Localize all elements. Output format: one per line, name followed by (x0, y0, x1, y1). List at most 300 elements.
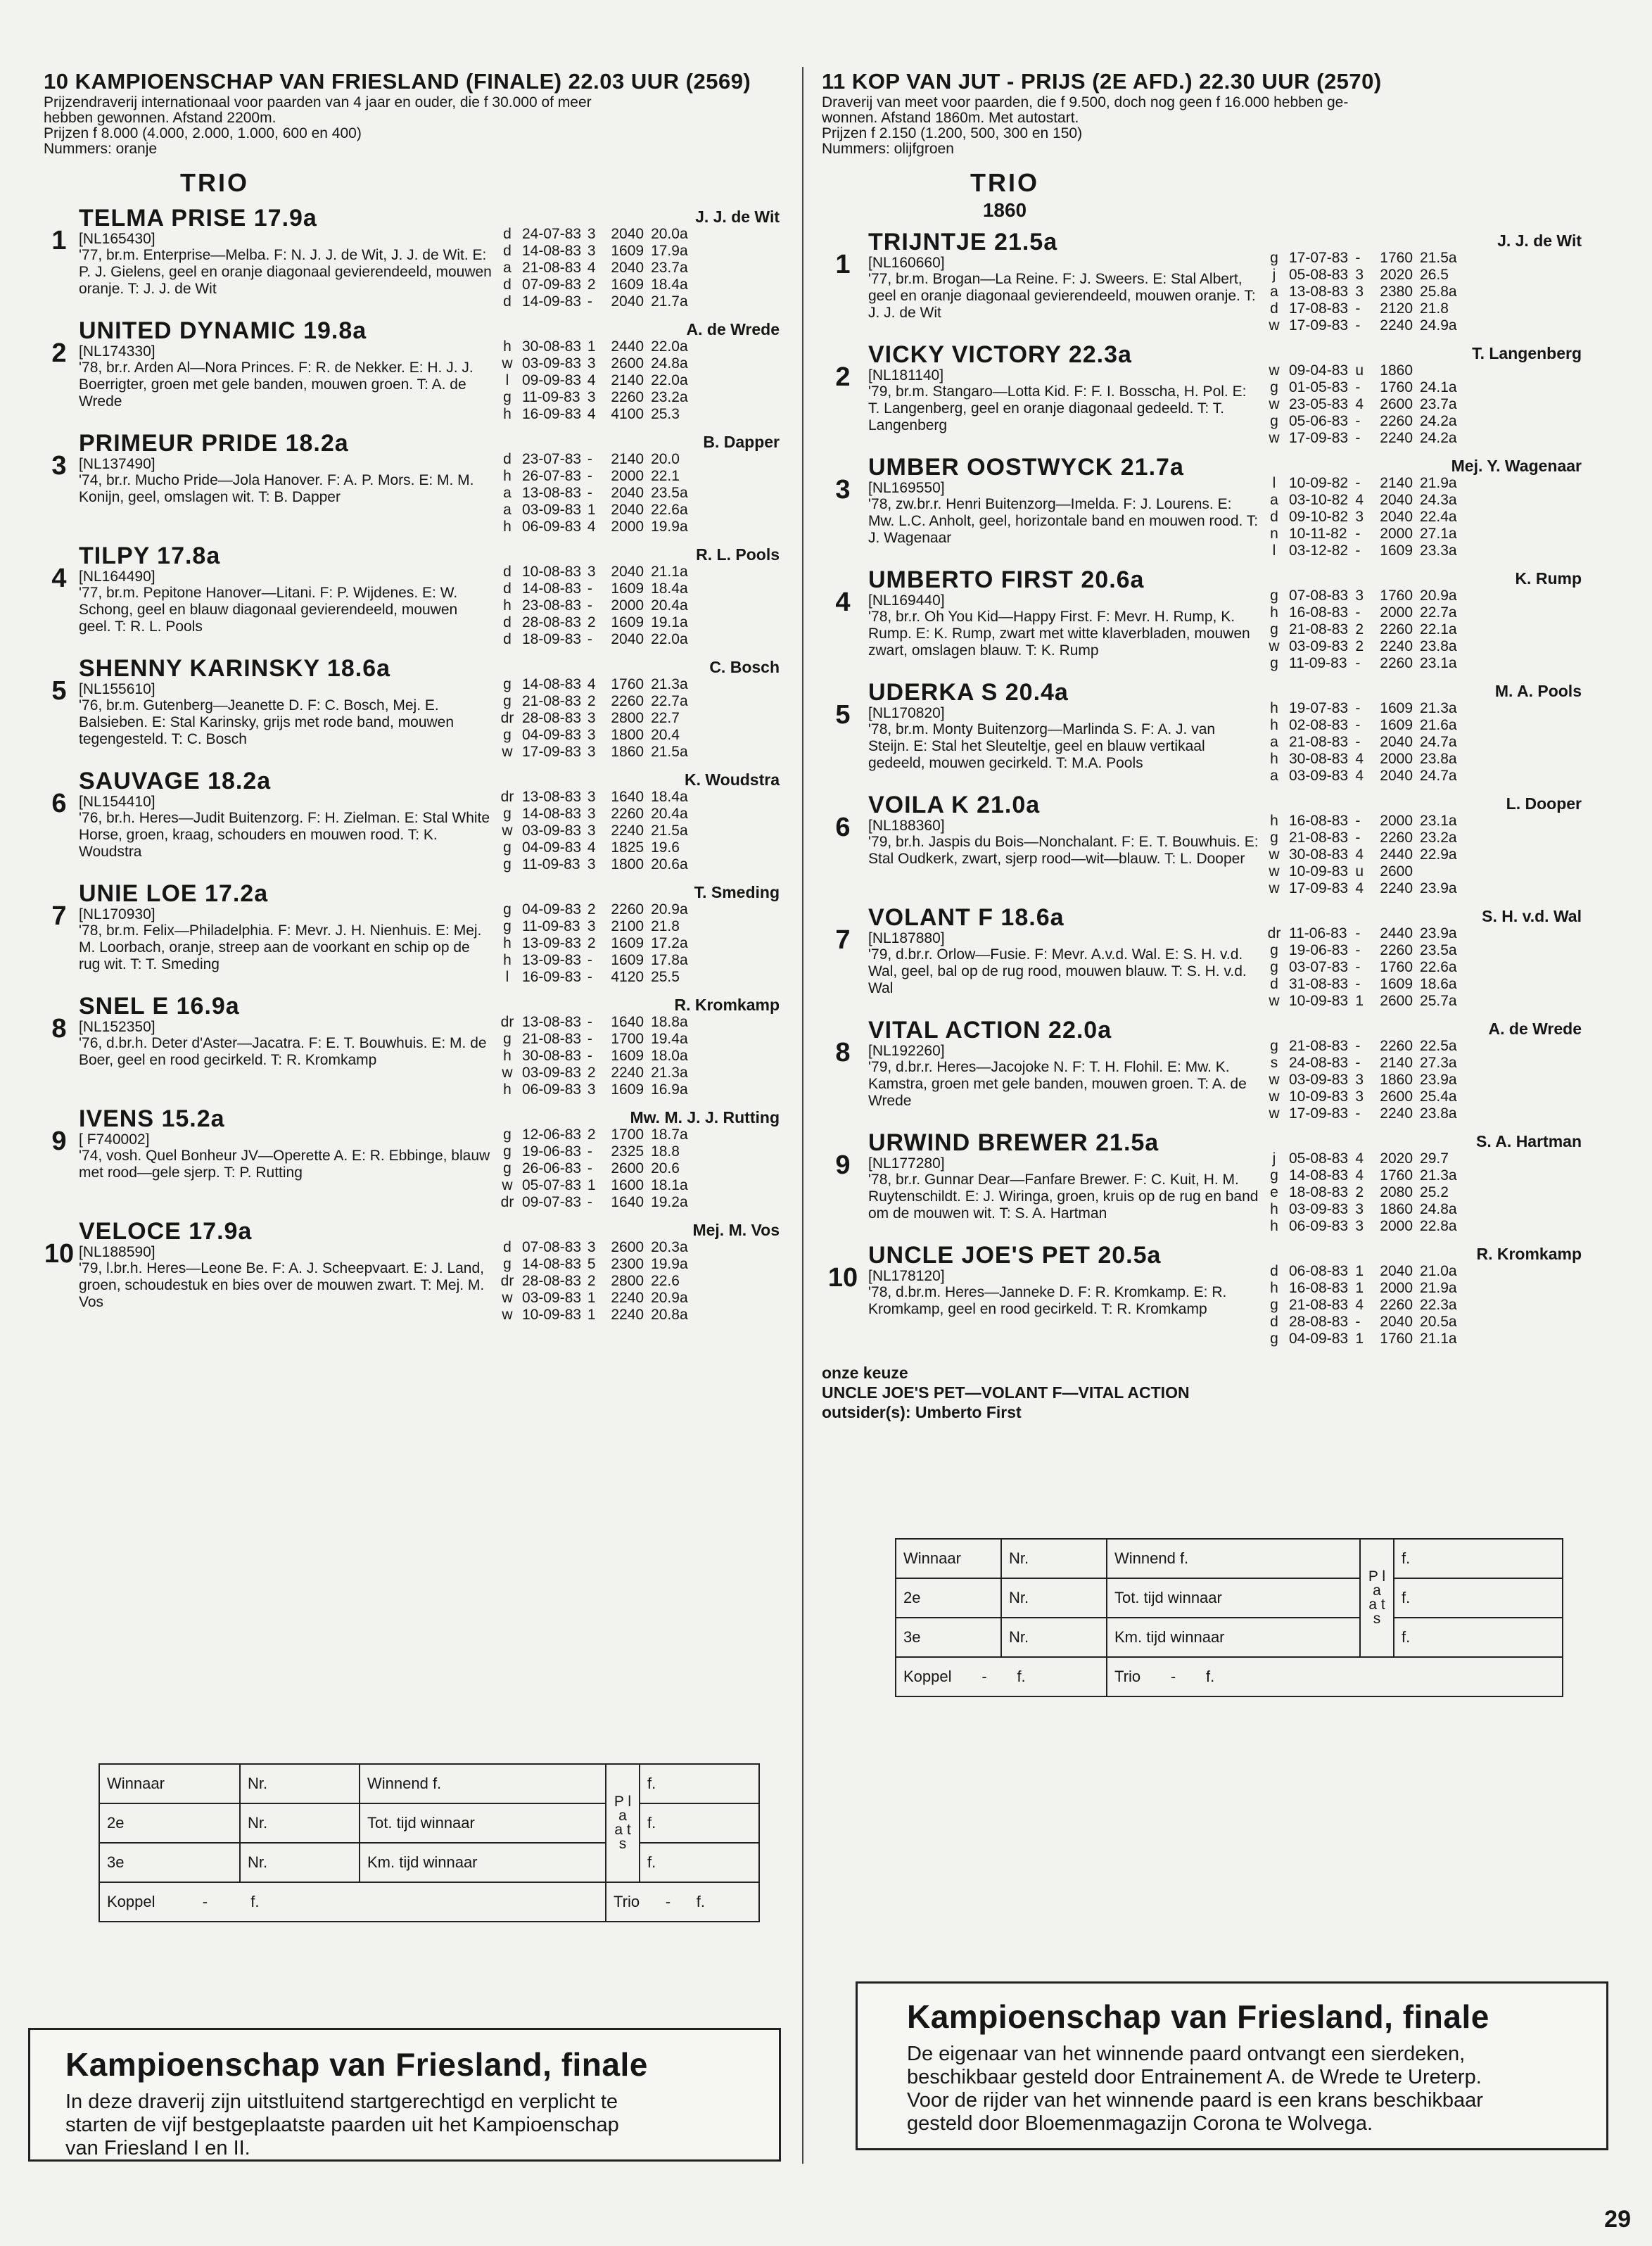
race-record-row (522, 293, 695, 310)
track-code: g (503, 901, 512, 918)
track-code: g (1270, 655, 1278, 671)
race-time: 19.9a (651, 519, 688, 535)
horse-description: '74, br.r. Mucho Pride—Jola Hanover. F: A. P. Mors. E: M. M. Konijn, geel, omslagen wit. T: B. Dapper (79, 472, 474, 505)
horse-registration: [NL169550] (868, 480, 945, 496)
horse-number: 4 (835, 588, 851, 617)
horse-number: 6 (835, 813, 851, 842)
race-place: - (587, 293, 592, 310)
race-date: 03-09-83 (522, 823, 582, 839)
race-time: 24.8a (651, 355, 688, 372)
race-date: 13-08-83 (522, 789, 582, 805)
track-code: a (1270, 734, 1278, 750)
race-time: 22.7 (651, 710, 680, 726)
race-time: 18.4a (651, 789, 688, 805)
track-code: g (1270, 1297, 1278, 1313)
race-record-row (1289, 492, 1465, 509)
track-codes (1264, 1129, 1285, 1235)
race-place: 2 (587, 901, 596, 918)
race-record-row (1289, 1105, 1465, 1122)
race-record (522, 205, 695, 310)
race-distance: 2040 (611, 502, 644, 518)
race-date: 28-08-83 (1289, 1314, 1349, 1330)
race-distance: 2380 (1380, 284, 1413, 300)
horse-number: 3 (835, 475, 851, 505)
race-title: 10 KAMPIOENSCHAP VAN FRIESLAND (FINALE) 22.03 UUR (2569) (44, 69, 751, 94)
track-code: g (1270, 830, 1278, 846)
horse-name: URWIND BREWER 21.5a (868, 1129, 1159, 1156)
horse-registration: [NL187880] (868, 930, 945, 946)
race-date: 26-06-83 (522, 1160, 582, 1176)
horse-description: '77, br.m. Enterprise—Melba. F: N. J. J. de Wit, J. J. de Wit. E: P. J. Gielens, geel en oranje diagonaal gevierendeeld, mouwen oranje. T: J. J. de Wit (79, 247, 492, 297)
race-distance: 2000 (1380, 526, 1413, 542)
horse-trainer: R. Kromkamp (1476, 1245, 1582, 1263)
horse-entry (44, 880, 780, 986)
track-code: l (1272, 543, 1276, 559)
horse-entry (44, 1105, 780, 1211)
race-time: 23.8a (1420, 1105, 1457, 1122)
race-distance: 2140 (611, 451, 644, 467)
race-record-row (522, 952, 695, 969)
race-distance: 2240 (611, 1065, 644, 1081)
race-date: 16-09-83 (522, 969, 582, 985)
race-date: 04-09-83 (522, 727, 582, 743)
race-time: 20.9a (1420, 588, 1457, 604)
horse-description: '79, d.br.r. Heres—Jacojoke N. F: T. H. Flohil. E: Mw. K. Kamstra, groen met gele banden, mouwen groen. T: A. de Wrede (868, 1059, 1247, 1109)
track-code: g (503, 1127, 512, 1143)
horse-entry (822, 792, 1582, 897)
horse-trainer: M. A. Pools (1494, 682, 1582, 700)
horse-description: '78, d.br.m. Heres—Janneke D. F: R. Kromkamp. E: R. Kromkamp, geel en rood gecirkeld. T: R. Kromkamp (868, 1284, 1227, 1317)
race-time: 22.0a (651, 338, 688, 355)
horse-name: UMBERTO FIRST 20.6a (868, 566, 1145, 593)
race-date: 03-09-83 (522, 1065, 582, 1081)
horse-entry (822, 454, 1582, 559)
race-date: 21-08-83 (522, 693, 582, 709)
horse-trainer: Mej. M. Vos (692, 1221, 780, 1239)
track-code: h (503, 338, 512, 355)
race-date: 14-08-83 (522, 806, 582, 822)
race-distance: 2040 (1380, 1263, 1413, 1279)
track-code: h (503, 519, 512, 535)
result-table-race-11: Winnaar Nr. Winnend f. P l a a t s f. 2e Nr. Tot. tijd winnaar f. 3e Nr. Km. tijd winnaar f. Koppel - f. Trio - f. (895, 1538, 1563, 1697)
race-distance: 2260 (1380, 830, 1413, 846)
race-place: 3 (587, 389, 596, 405)
race-distance: 2000 (1380, 751, 1413, 767)
race-time: 22.6a (1420, 959, 1457, 975)
race-distance: 1760 (1380, 959, 1413, 975)
track-code: d (1270, 509, 1278, 525)
race-record-row (1289, 751, 1465, 768)
race-distance: 1609 (611, 580, 644, 597)
race-time: 21.7a (651, 293, 688, 310)
race-date: 09-10-82 (1289, 509, 1349, 525)
race-date: 05-06-83 (1289, 413, 1349, 429)
race-time: 22.1 (651, 468, 680, 484)
race-place: 3 (1355, 1089, 1364, 1105)
race-record-row (1289, 1150, 1465, 1167)
race-record-row (1289, 1072, 1465, 1089)
race-date: 10-09-83 (1289, 1089, 1349, 1105)
race-place: 2 (587, 614, 596, 630)
race-time: 25.7a (1420, 993, 1457, 1009)
race-time: 23.2a (1420, 830, 1457, 846)
horse-registration: [NL174330] (79, 343, 155, 360)
track-code: j (1272, 1150, 1276, 1167)
horse-description: '77, br.m. Brogan—La Reine. F: J. Sweers. E: Stal Albert, geel en oranje diagonaal gevierendeeld, mouwen oranje. T: J. J. de Wit (868, 271, 1256, 321)
race-record (1289, 792, 1465, 897)
track-code: d (503, 1239, 512, 1255)
race-date: 17-09-83 (1289, 880, 1349, 896)
horse-trainer: J. J. de Wit (1497, 231, 1582, 250)
race-date: 07-09-83 (522, 277, 582, 293)
race-date: 11-09-83 (522, 856, 580, 873)
race-time: 18.6a (1420, 976, 1457, 992)
race-record-row (1289, 379, 1465, 396)
race-date: 21-08-83 (1289, 1297, 1349, 1313)
race-place: 2 (1355, 621, 1364, 637)
race-time: 21.3a (651, 1065, 688, 1081)
track-code: g (1270, 942, 1278, 958)
race-record-row (1289, 813, 1465, 830)
horse-info (79, 543, 493, 648)
race-place: 3 (587, 789, 596, 805)
race-place: 3 (587, 1081, 596, 1098)
horse-entry (44, 993, 780, 1098)
race-date: 07-08-83 (522, 1239, 582, 1255)
race-place: 4 (1355, 846, 1364, 863)
track-code: d (503, 614, 512, 630)
race-distance: 1609 (611, 243, 644, 259)
race-record-row (1289, 942, 1465, 959)
horse-trainer: L. Dooper (1506, 794, 1582, 813)
race-place: 2 (587, 277, 596, 293)
track-code: e (1270, 1184, 1278, 1200)
race-time: 25.5 (651, 969, 680, 985)
race-time: 20.4a (651, 597, 688, 614)
race-place: 4 (587, 839, 596, 856)
track-code: h (503, 597, 512, 614)
race-time: 21.5a (651, 744, 688, 760)
track-code: dr (500, 1273, 514, 1289)
race-date: 17-08-83 (1289, 300, 1349, 317)
race-place: 3 (587, 918, 596, 934)
race-record-row (1289, 638, 1465, 655)
race-distance: 2040 (611, 293, 644, 310)
box-title: Kampioenschap van Friesland, finale (65, 2046, 648, 2083)
horse-description: '79, l.br.h. Heres—Leone Be. F: A. J. Scheepvaart. E: J. Land, groen, schoudestuk en bies over de mouwen zwart. T: Mej. M. Vos (79, 1260, 485, 1310)
horse-number: 1 (51, 226, 67, 255)
race-time: 20.4a (651, 806, 688, 822)
race-time: 23.1a (1420, 813, 1457, 829)
race-date: 24-08-83 (1289, 1055, 1349, 1071)
race-distance: 1760 (1380, 588, 1413, 604)
track-code: h (1270, 1280, 1278, 1296)
race-place: - (1355, 976, 1361, 992)
race-date: 13-09-83 (522, 935, 582, 951)
track-code: g (503, 693, 512, 709)
race-place: 4 (1355, 1150, 1364, 1167)
race-date: 03-09-83 (1289, 768, 1349, 784)
race-distance: 1760 (1380, 379, 1413, 395)
race-date: 30-08-83 (1289, 846, 1349, 863)
horse-trainer: K. Rump (1515, 569, 1582, 588)
track-code: g (503, 1160, 512, 1176)
race-place: 5 (587, 1256, 596, 1272)
track-code: g (503, 676, 512, 692)
horse-description: '78, br.m. Felix—Philadelphia. F: Mevr. J. H. Nienhuis. E: Mej. M. Loorbach, oranje, streep aan de voorkant en schip op de rug wit. T: T. Smeding (79, 922, 482, 972)
race-time: 18.4a (651, 580, 688, 597)
race-date: 03-09-83 (1289, 638, 1349, 654)
race-date: 13-08-83 (1289, 284, 1349, 300)
race-place: - (587, 969, 592, 985)
race-distance: 2260 (1380, 1297, 1413, 1313)
race-distance: 2600 (611, 1239, 644, 1255)
track-code: g (503, 1256, 512, 1272)
race-distance: 2260 (1380, 942, 1413, 958)
race-date: 21-08-83 (522, 260, 582, 276)
race-distance: 1860 (1380, 1201, 1413, 1217)
race-distance: 2000 (1380, 1218, 1413, 1234)
track-code: h (1270, 813, 1278, 829)
track-code: w (1269, 863, 1280, 880)
race-distance: 1860 (1380, 1072, 1413, 1088)
race-place: 1 (587, 1177, 596, 1193)
race-record-row (522, 1127, 695, 1143)
track-codes (1264, 792, 1285, 897)
race-distance: 1609 (611, 1081, 644, 1098)
track-code: w (502, 355, 513, 372)
race-record-row (522, 1307, 695, 1324)
horse-description: '74, vosh. Quel Bonheur JV—Operette A. E: R. Ebbinge, blauw met rood—gele sjerp. T: P. Rutting (79, 1148, 490, 1181)
race-distance: 2600 (1380, 993, 1413, 1009)
race-place: - (587, 1160, 592, 1176)
race-date: 01-05-83 (1289, 379, 1349, 395)
track-code: h (1270, 717, 1278, 733)
race-place: - (1355, 925, 1361, 941)
race-10-column (44, 69, 780, 1324)
track-code: a (1270, 768, 1278, 784)
result-table-race-10: Winnaar Nr. Winnend f. P l a a t s f. 2e Nr. Tot. tijd winnaar f. 3e Nr. Km. tijd winnaar f. Koppel - f. Trio - f. (99, 1763, 760, 1922)
race-distance: 4100 (611, 406, 644, 422)
race-date: 09-09-83 (522, 372, 582, 388)
race-date: 12-06-83 (522, 1127, 582, 1143)
race-distance: 1700 (611, 1127, 644, 1143)
race-distance: 1800 (611, 727, 644, 743)
race-place: 3 (1355, 1218, 1364, 1234)
race-record-row (522, 372, 695, 389)
race-date: 14-08-83 (522, 243, 582, 259)
race-date: 17-09-83 (1289, 317, 1349, 334)
track-code: g (503, 839, 512, 856)
race-record-row (1289, 317, 1465, 334)
race-date: 30-08-83 (522, 338, 582, 355)
track-code: w (502, 1290, 513, 1306)
horse-entry (822, 1129, 1582, 1235)
track-code: d (1270, 976, 1278, 992)
race-date: 21-08-83 (1289, 621, 1349, 637)
race-place: 1 (587, 1307, 596, 1323)
race-date: 04-09-83 (1289, 1331, 1349, 1347)
race-record (1289, 454, 1465, 559)
track-codes (497, 1218, 518, 1324)
race-record-row (1289, 396, 1465, 413)
race-distance: 2600 (1380, 1089, 1413, 1105)
horse-description: '78, br.r. Arden Al—Nora Princes. F: R. de Nekker. E: H. J. J. Boerrigter, groen met gele banden, mouwen groen. T: A. de Wrede (79, 360, 474, 410)
race-place: 3 (1355, 509, 1364, 525)
track-code: a (503, 485, 512, 501)
race-record-row (522, 1177, 695, 1194)
race-record-row (1289, 604, 1465, 621)
race-time: 29.7 (1420, 1150, 1449, 1167)
horse-entry (44, 1218, 780, 1324)
race-place: - (1355, 475, 1361, 491)
race-record-row (1289, 830, 1465, 846)
race-record-row (522, 631, 695, 648)
horse-registration: [NL152350] (79, 1019, 155, 1035)
race-distance: 1800 (611, 856, 644, 873)
race-time: 23.8a (1420, 751, 1457, 767)
race-record-row (1289, 362, 1465, 379)
info-box-left (28, 2028, 781, 2162)
race-time: 22.3a (1420, 1297, 1457, 1313)
race-time: 21.9a (1420, 1280, 1457, 1296)
track-code: h (1270, 751, 1278, 767)
race-distance: 2040 (1380, 509, 1413, 525)
race-place: 2 (587, 693, 596, 709)
horse-trainer: B. Dapper (703, 433, 780, 451)
horse-description: '78, br.r. Oh You Kid—Happy First. F: Mevr. H. Rump, K. Rump. E: K. Rump, zwart met witte klaverbladen, mouwen zwart, omslagen blauw. T: K. Rump (868, 609, 1250, 659)
race-place: 3 (587, 710, 596, 726)
race-distance: 2440 (1380, 925, 1413, 941)
race-record-row (522, 243, 695, 260)
track-code: a (503, 260, 512, 276)
section-distance: 1860 (982, 199, 1027, 221)
track-codes (497, 655, 518, 761)
box-text: In deze draverij zijn uitstluitend startgerechtigd en verplicht te starten de vijf bestgeplaatste paarden uit het Kampioenschap van Friesland I en II. (65, 2090, 619, 2159)
race-date: 03-12-82 (1289, 543, 1349, 559)
race-distance: 2440 (1380, 846, 1413, 863)
race-distance: 2040 (1380, 492, 1413, 508)
race-record-row (1289, 284, 1465, 300)
horse-description: '78, br.r. Gunnar Dear—Fanfare Brewer. F: C. Kuit, H. M. Ruytenschildt. E: J. Wiringa, groen, kruis op de rug en band om de mouwen wit. T: S. A. Hartman (868, 1172, 1259, 1222)
track-codes (1264, 229, 1285, 334)
race-record (522, 880, 695, 986)
track-codes (497, 993, 518, 1098)
track-code: w (1269, 1105, 1280, 1122)
track-code: d (503, 451, 512, 467)
race-distance: 2260 (1380, 413, 1413, 429)
track-code: w (1269, 1072, 1280, 1088)
race-distance: 1609 (611, 935, 644, 951)
track-code: d (503, 580, 512, 597)
race-date: 19-07-83 (1289, 700, 1349, 716)
track-code: w (1269, 880, 1280, 896)
race-record-row (522, 1194, 695, 1211)
race-date: 30-08-83 (1289, 751, 1349, 767)
horse-description: '79, d.br.r. Orlow—Fusie. F: Mevr. A.v.d. Wal. E: S. H. v.d. Wal, geel, bal op de rug rood, mouwen blauw. T: S. H. v.d. Wal (868, 946, 1247, 996)
race-record-row (1289, 880, 1465, 897)
race-record (522, 1218, 695, 1324)
horse-registration: [NL181140] (868, 367, 944, 383)
horse-entry (44, 655, 780, 761)
race-place: 4 (587, 676, 596, 692)
race-date: 03-09-83 (522, 1290, 582, 1306)
horse-name: SAUVAGE 18.2a (79, 768, 272, 794)
race-record-row (1289, 1184, 1465, 1201)
race-time: 23.9a (1420, 1072, 1457, 1088)
race-time: 23.9a (1420, 880, 1457, 896)
race-date: 14-09-83 (522, 293, 582, 310)
horse-registration: [NL154410] (79, 794, 155, 810)
race-time: 22.1a (1420, 621, 1457, 637)
horse-registration: [NL192260] (868, 1043, 945, 1059)
race-place: - (1355, 543, 1361, 559)
track-code: d (1270, 300, 1278, 317)
race-place: 3 (587, 243, 596, 259)
race-time: 27.1a (1420, 526, 1457, 542)
track-code: g (503, 727, 512, 743)
race-date: 13-08-83 (522, 1014, 582, 1030)
race-time: 20.0a (651, 226, 688, 242)
horse-description: '77, br.m. Pepitone Hanover—Litani. F: P. Wijdenes. E: W. Schong, geel en blauw diagonaal gevierendeeld, mouwen geel. T: R. L. Pools (79, 585, 458, 635)
race-date: 09-04-83 (1289, 362, 1349, 379)
track-codes (497, 880, 518, 986)
race-date: 17-09-83 (1289, 1105, 1349, 1122)
race-date: 03-10-82 (1289, 492, 1349, 508)
track-code: g (1270, 1167, 1278, 1184)
race-date: 23-05-83 (1289, 396, 1349, 412)
race-record (522, 993, 695, 1098)
box-title: Kampioenschap van Friesland, finale (907, 1998, 1489, 2035)
horse-info (868, 904, 1259, 1010)
race-time: 25.4a (1420, 1089, 1457, 1105)
track-code: g (1270, 250, 1278, 266)
horse-info (868, 1017, 1259, 1122)
race-description: Prijzendraverij internationaal voor paarden van 4 jaar en ouder, die f 30.000 of meer hebben gewonnen. Afstand 2200m. Prijzen f 8.000 (4.000, 2.000, 1.000, 600 en 400) Nummers: oranje (44, 94, 592, 157)
race-time: 19.6 (651, 839, 680, 856)
race-date: 03-07-83 (1289, 959, 1349, 975)
column-divider (802, 67, 803, 2164)
horse-name: UNITED DYNAMIC 19.8a (79, 317, 367, 344)
race-time: 21.3a (1420, 700, 1457, 716)
race-distance: 1700 (611, 1031, 644, 1047)
track-code: h (503, 952, 512, 968)
race-place: 3 (587, 856, 596, 873)
race-record-row (1289, 1038, 1465, 1055)
horse-name: SNEL E 16.9a (79, 993, 240, 1020)
track-code: d (503, 243, 512, 259)
horse-number: 3 (51, 451, 67, 481)
track-code: w (1269, 638, 1280, 654)
race-time: 18.8 (651, 1143, 680, 1160)
horse-name: VICKY VICTORY 22.3a (868, 341, 1132, 368)
race-date: 05-08-83 (1289, 267, 1349, 283)
track-code: h (1270, 1201, 1278, 1217)
race-time: 22.0a (651, 631, 688, 647)
race-time: 19.1a (651, 614, 688, 630)
race-place: 1 (1355, 1263, 1364, 1279)
race-distance: 1609 (1380, 717, 1413, 733)
track-code: w (502, 1065, 513, 1081)
race-record-row (522, 935, 695, 952)
race-place: 3 (587, 226, 596, 242)
race-place: - (1355, 942, 1361, 958)
race-place: 3 (1355, 1072, 1364, 1088)
track-code: dr (500, 1194, 514, 1210)
race-place: - (587, 1048, 592, 1064)
race-record-row (522, 389, 695, 406)
race-record-row (1289, 1201, 1465, 1218)
